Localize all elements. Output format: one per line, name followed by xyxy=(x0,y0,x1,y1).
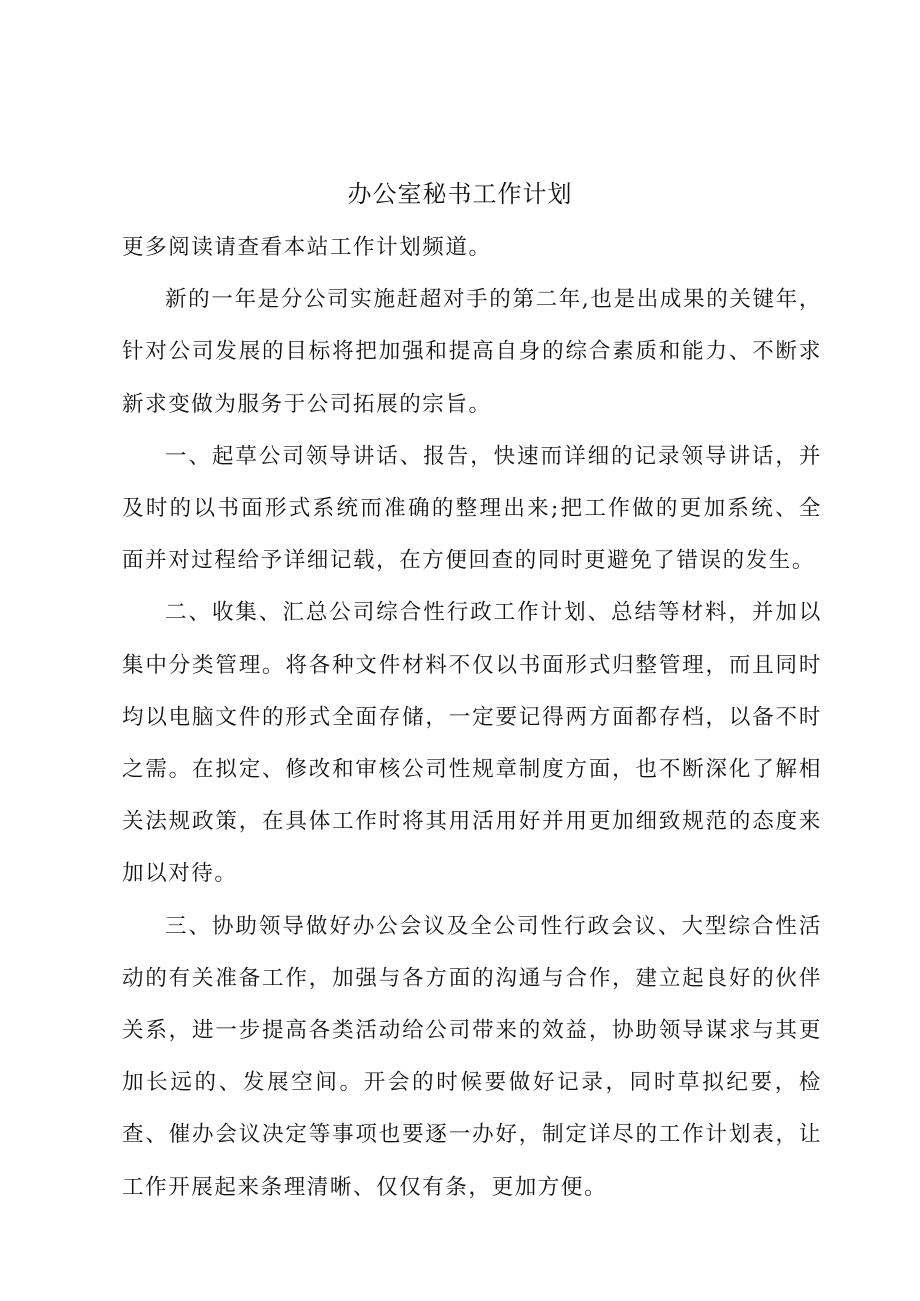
paragraph-2: 一、起草公司领导讲话、报告，快速而详细的记录领导讲话，并及时的以书面形式系统而准确的整理出来;把工作做的更加系统、全面并对过程给予详细记载，在方便回查的同时更避免了错误的发生。 xyxy=(122,443,822,574)
document-body xyxy=(122,222,822,1214)
paragraph-4: 三、协助领导做好办公会议及全公司性行政会议、大型综合性活动的有关准备工作，加强与各方面的沟通与合作，建立起良好的伙伴关系，进一步提高各类活动给公司带来的效益，协助领导谋求与其更加长远的、发展空间。开会的时候要做好记录，同时草拟纪要，检查、催办会议决定等事项也要逐一办好，制定详尽的工作计划表，让工作开展起来条理清晰、仅仅有条，更加方便。 xyxy=(122,913,822,1200)
intro-line: 更多阅读请查看本站工作计划频道。 xyxy=(122,235,492,260)
paragraph-1: 新的一年是分公司实施赶超对手的第二年,也是出成果的关键年，针对公司发展的目标将把加强和提高自身的综合素质和能力、不断求新求变做为服务于公司拓展的宗旨。 xyxy=(122,287,822,417)
document-title: 办公室秘书工作计划 xyxy=(347,180,573,208)
paragraph-3: 二、收集、汇总公司综合性行政工作计划、总结等材料，并加以集中分类管理。将各种文件材料不仅以书面形式归整管理，而且同时均以电脑文件的形式全面存储，一定要记得两方面都存档，以备不时之需。在拟定、修改和审核公司性规章制度方面，也不断深化了解相关法规政策，在具体工作时将其用活用好并用更加细致规范的态度来加以对待。 xyxy=(122,600,822,887)
